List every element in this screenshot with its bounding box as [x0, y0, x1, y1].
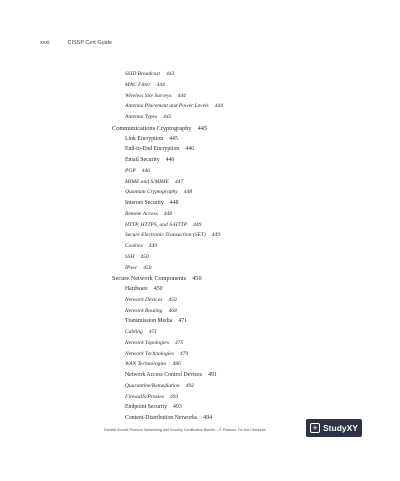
toc-entry-page: 486 [172, 361, 181, 368]
toc-entry [125, 319, 187, 325]
toc-entry-page: 446 [141, 167, 150, 174]
toc-entry [125, 169, 150, 175]
toc-entry-page: 449 [148, 243, 157, 249]
toc-entry-page: 445 [169, 135, 178, 142]
toc-entry [125, 373, 217, 379]
brand-name: StudyXY [323, 423, 358, 433]
toc-entry [125, 309, 177, 315]
toc-entry [125, 233, 220, 239]
toc-entry-title: Link Encryption [125, 135, 164, 142]
toc-entry-title: Email Security [125, 157, 160, 163]
toc-entry [125, 115, 171, 121]
toc-entry [112, 126, 207, 132]
toc-entry-title: Secure Electronic Transaction (SET) [125, 232, 206, 239]
toc-entry [125, 330, 157, 336]
toc-entry [125, 137, 178, 143]
toc-entry-title: Antenna Placement and Power Levels [125, 103, 209, 110]
toc-entry-page: 448 [183, 189, 192, 196]
toc-entry-title: Hardware [125, 286, 148, 292]
toc-entry-page: 475 [174, 339, 184, 346]
toc-entry-page: 471 [148, 329, 157, 335]
toc-entry-page: 450 [168, 296, 177, 303]
toc-entry-page: 446 [165, 157, 175, 163]
toc-entry-title: PGP [125, 167, 136, 174]
toc-entry-page: 450 [143, 264, 152, 271]
studyxy-badge[interactable] [306, 419, 362, 437]
toc-entry-page: 493 [173, 404, 182, 411]
toc-entry-page: 445 [197, 124, 208, 132]
toc-entry-title: Cabling [125, 329, 143, 335]
toc-entry [125, 384, 194, 390]
toc-entry-page: 450 [192, 275, 202, 283]
toc-entry-title: Antenna Types [125, 114, 158, 120]
toc-entry [125, 416, 212, 422]
toc-entry [125, 158, 174, 164]
toc-entry [125, 298, 177, 304]
toc-entry-title: HTTP, HTTPS, and S-HTTP [125, 221, 188, 228]
toc-entry-page: 449 [211, 232, 220, 239]
toc-entry-title: Network Routing [125, 307, 163, 314]
toc-entry [125, 94, 186, 100]
toc-entry-title: Network Technologies [125, 350, 174, 357]
toc-entry [125, 72, 174, 78]
toc-entry-title: MAC Filter [125, 81, 151, 88]
running-header [40, 40, 112, 46]
toc-entry [125, 83, 165, 89]
toc-entry [125, 255, 149, 261]
toc-entry-page: 471 [178, 318, 187, 325]
toc-entry [125, 244, 157, 250]
toc-entry-page: 479 [179, 350, 189, 357]
toc-entry-page: 446 [185, 146, 194, 153]
toc-entry-page: 447 [175, 178, 184, 185]
toc-entry-title: Transmission Media [125, 318, 173, 325]
toc-entry-title: MIME and S/MIME [125, 178, 169, 185]
toc-entry-title: Network Access Control Devices [125, 372, 203, 378]
plus-icon: + [310, 423, 320, 433]
toc-entry-title: End-to-End Encryption [125, 146, 180, 153]
toc-entry-title: Network Topologies [125, 339, 169, 346]
toc-entry-page: 443 [166, 71, 175, 77]
toc-entry [112, 276, 202, 282]
toc-entry [125, 223, 201, 229]
toc-entry-title: SSID Broadcast [125, 71, 161, 77]
toc-entry [125, 395, 178, 401]
toc-entry-page: 448 [169, 200, 179, 206]
toc-entry-title: Cookies [125, 243, 143, 249]
toc-entry-title: Remote Access [125, 210, 158, 217]
toc-entry [125, 201, 179, 207]
toc-entry-title: Quantum Cryptography [125, 189, 178, 196]
book-title: CISSP Cert Guide [67, 40, 113, 46]
toc-entry-page: 492 [185, 382, 194, 389]
toc-entry [125, 362, 181, 368]
toc-entry-page: 493 [170, 393, 179, 400]
toc-entry-page: 445 [163, 114, 172, 120]
toc-entry-page: 449 [193, 221, 202, 228]
toc-entry [125, 266, 151, 272]
footer-notice: Humble Bundle Pearson Networking and Security Certification Bundle – © Pearson. Do Not Distribute. [104, 428, 267, 432]
toc-entry-page: 491 [208, 372, 217, 378]
toc-entry [125, 190, 192, 196]
toc-entry-page: 450 [153, 286, 163, 292]
toc-entry-page: 494 [203, 415, 212, 421]
toc-entry-page: 444 [214, 103, 223, 110]
toc-entry-page: 444 [177, 92, 186, 99]
toc-entry [125, 287, 163, 293]
toc-entry [125, 180, 183, 186]
toc-entry [125, 341, 183, 347]
toc-entry-title: Communications Cryptography [112, 124, 192, 132]
toc-entry-page: 444 [156, 81, 165, 88]
toc-entry-title: WAN Technologies [125, 361, 167, 368]
toc-entry-title: Endpoint Security [125, 404, 168, 411]
toc-entry-title: SSH [125, 253, 135, 260]
toc-entry [125, 104, 223, 110]
toc-entry-title: Internet Security [125, 200, 164, 206]
toc-entry-title: Firewalls/Proxies [125, 393, 165, 400]
toc-entry [125, 352, 188, 358]
toc-entry [125, 212, 172, 218]
toc-entry-page: 468 [168, 307, 177, 314]
toc-entry-title: Secure Network Components [112, 275, 187, 283]
toc-entry-title: Wireless Site Surveys [125, 92, 172, 99]
page-number: xxxi [40, 40, 50, 46]
toc-entry-title: Quarantine/Remediation [125, 382, 180, 389]
toc-entry-title: Network Devices [125, 296, 163, 303]
toc-entry [125, 147, 194, 153]
toc-entry [125, 405, 182, 411]
toc-entry-page: 448 [163, 210, 172, 217]
toc-entry-title: Content-Distribution Networks [125, 415, 198, 421]
toc-entry-page: 450 [140, 253, 149, 260]
toc-entry-title: IPsec [125, 264, 138, 271]
